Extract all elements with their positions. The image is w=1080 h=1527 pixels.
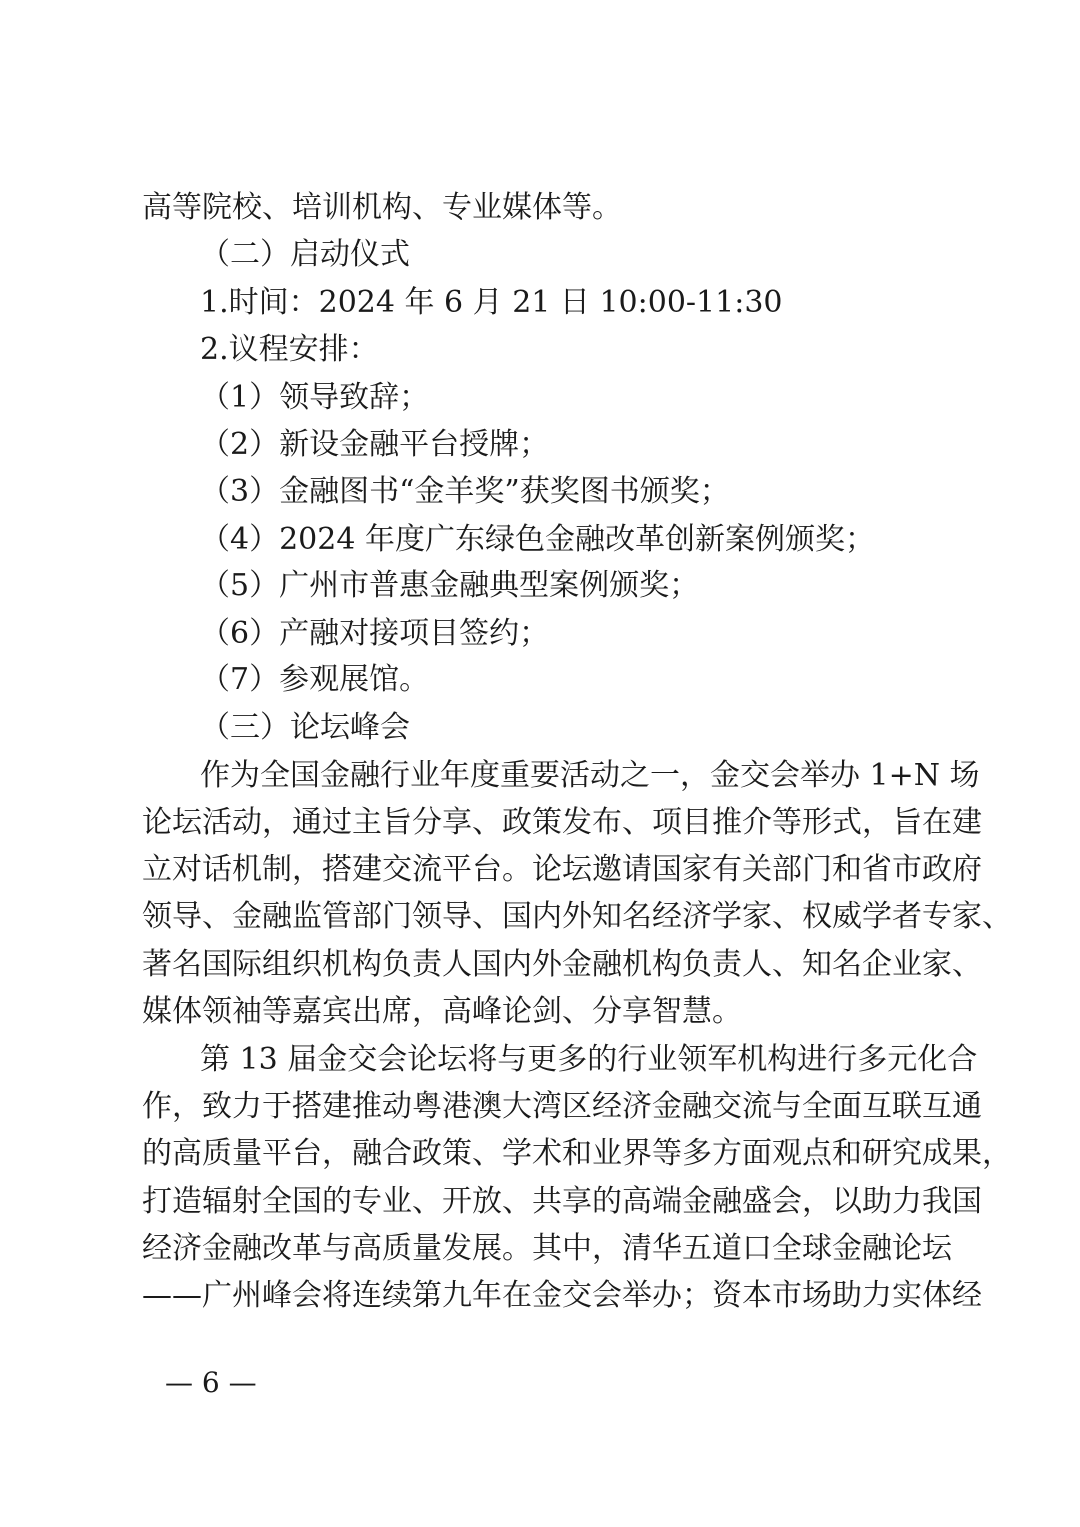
agenda-item-3: （3）金融图书“金羊奖”获奖图书颁奖； [200,474,730,509]
text-line-continuation: 高等院校、培训机构、专业媒体等。 [142,190,622,225]
agenda-item-4: （4）2024 年度广东绿色金融改革创新案例颁奖； [200,522,875,557]
agenda-item-7: （7）参观展馆。 [200,662,430,697]
paragraph-13th-line-1: 第 13 届金交会论坛将与更多的行业领军机构进行多元化合 [200,1042,978,1077]
agenda-item-1: （1）领导致辞； [200,380,430,415]
paragraph-forum-line-6: 媒体领袖等嘉宾出席，高峰论剑、分享智慧。 [142,994,742,1029]
agenda-heading: 2.议程安排： [200,332,379,367]
ceremony-time: 1.时间：2024 年 6 月 21 日 10:00-11:30 [200,285,783,320]
section-heading-launch-ceremony: （二）启动仪式 [200,237,410,272]
agenda-item-6: （6）产融对接项目签约； [200,616,550,651]
page-number: — 6 — [165,1366,257,1399]
paragraph-13th-line-3: 的高质量平台，融合政策、学术和业界等多方面观点和研究成果， [142,1136,1012,1171]
paragraph-13th-line-5: 经济金融改革与高质量发展。其中，清华五道口全球金融论坛 [142,1231,952,1266]
paragraph-13th-line-4: 打造辐射全国的专业、开放、共享的高端金融盛会，以助力我国 [142,1184,982,1219]
section-heading-forum-summit: （三）论坛峰会 [200,710,410,745]
paragraph-13th-line-2: 作，致力于搭建推动粤港澳大湾区经济金融交流与全面互联互通 [142,1089,982,1124]
agenda-item-5: （5）广州市普惠金融典型案例颁奖； [200,568,700,603]
paragraph-forum-line-2: 论坛活动，通过主旨分享、政策发布、项目推介等形式，旨在建 [142,805,982,840]
agenda-item-2: （2）新设金融平台授牌； [200,427,550,462]
paragraph-forum-line-5: 著名国际组织机构负责人国内外金融机构负责人、知名企业家、 [142,947,982,982]
paragraph-forum-line-1: 作为全国金融行业年度重要活动之一，金交会举办 1+N 场 [200,758,980,793]
paragraph-forum-line-3: 立对话机制，搭建交流平台。论坛邀请国家有关部门和省市政府 [142,852,982,887]
paragraph-13th-line-6: ——广州峰会将连续第九年在金交会举办；资本市场助力实体经 [142,1278,982,1313]
paragraph-forum-line-4: 领导、金融监管部门领导、国内外知名经济学家、权威学者专家、 [142,899,1012,934]
